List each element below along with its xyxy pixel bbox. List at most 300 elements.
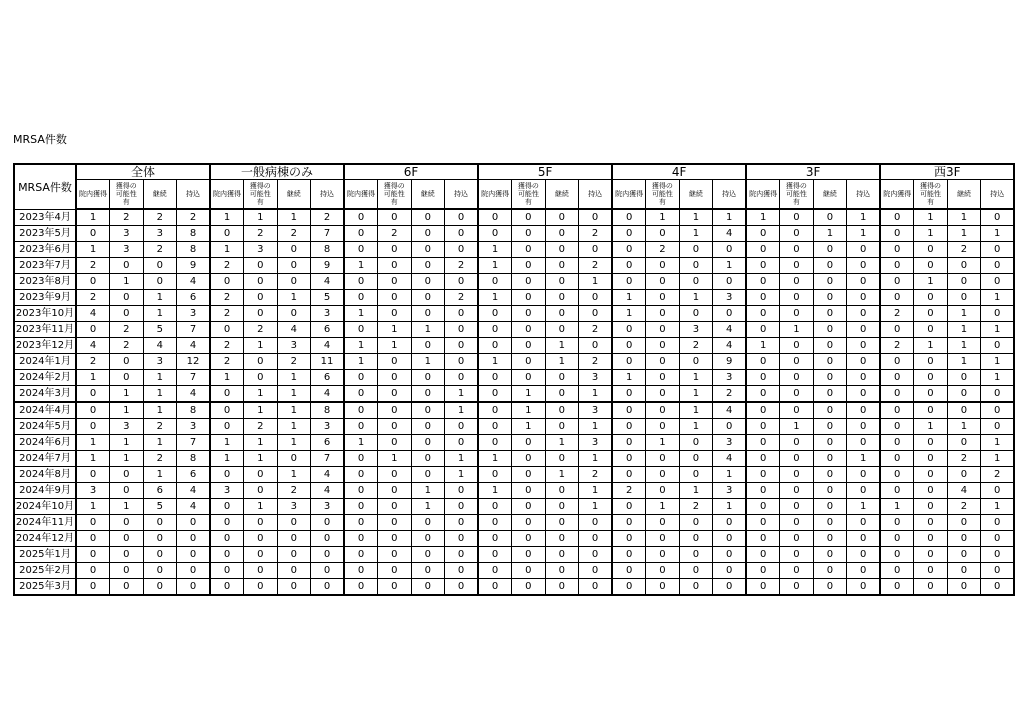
table-cell: 0: [143, 547, 177, 563]
table-cell: 0: [411, 402, 445, 419]
table-cell: 0: [76, 226, 110, 242]
table-cell: 0: [512, 354, 546, 370]
table-row: [14, 290, 1014, 306]
table-cell: 0: [612, 209, 646, 226]
table-cell: 1: [947, 338, 981, 354]
table-cell: 0: [277, 563, 311, 579]
table-cell: 0: [478, 547, 512, 563]
table-cell: 0: [411, 531, 445, 547]
table-cell: 0: [411, 370, 445, 386]
table-cell: 0: [914, 435, 948, 451]
table-cell: 0: [244, 274, 278, 290]
table-cell: 6: [311, 322, 345, 338]
table-row: [14, 451, 1014, 467]
table-cell: 0: [76, 274, 110, 290]
table-cell: 4: [76, 338, 110, 354]
table-cell: 1: [110, 274, 144, 290]
table-cell: 0: [378, 435, 412, 451]
table-row: [14, 419, 1014, 435]
table-cell: 0: [612, 547, 646, 563]
table-cell: 0: [76, 531, 110, 547]
table-cell: 0: [411, 419, 445, 435]
table-cell: 0: [478, 322, 512, 338]
table-cell: 1: [378, 338, 412, 354]
table-cell: 1: [579, 419, 613, 435]
table-cell: 0: [210, 515, 244, 531]
table-cell: 0: [344, 451, 378, 467]
table-cell: 2: [880, 338, 914, 354]
table-cell: 0: [76, 467, 110, 483]
table-cell: 1: [210, 370, 244, 386]
table-cell: 0: [847, 531, 881, 547]
table-cell: 0: [210, 531, 244, 547]
table-cell: 0: [847, 338, 881, 354]
table-cell: 4: [311, 467, 345, 483]
table-row: [14, 242, 1014, 258]
table-cell: 0: [780, 338, 814, 354]
table-cell: 2: [143, 209, 177, 226]
table-cell: 1: [813, 226, 847, 242]
table-cell: 0: [813, 579, 847, 596]
table-cell: 0: [244, 547, 278, 563]
column-header: 持込: [311, 180, 345, 210]
table-cell: 0: [880, 563, 914, 579]
table-cell: 0: [445, 274, 479, 290]
table-cell: 1: [277, 290, 311, 306]
table-cell: 0: [512, 499, 546, 515]
table-cell: 0: [478, 467, 512, 483]
table-cell: 0: [512, 563, 546, 579]
table-cell: 0: [478, 435, 512, 451]
table-cell: 0: [478, 386, 512, 403]
table-cell: 0: [780, 306, 814, 322]
table-cell: 0: [746, 242, 780, 258]
table-cell: 0: [545, 531, 579, 547]
table-cell: 1: [512, 386, 546, 403]
table-cell: 9: [177, 258, 211, 274]
table-cell: 1: [244, 402, 278, 419]
table-cell: 0: [512, 531, 546, 547]
table-cell: 0: [512, 483, 546, 499]
table-cell: 0: [512, 451, 546, 467]
table-cell: 1: [244, 386, 278, 403]
table-cell: 0: [679, 451, 713, 467]
table-body: [14, 209, 1014, 595]
table-cell: 0: [746, 531, 780, 547]
table-cell: 2: [110, 209, 144, 226]
table-cell: 0: [880, 515, 914, 531]
table-cell: 0: [579, 547, 613, 563]
table-row: [14, 338, 1014, 354]
table-cell: 0: [880, 386, 914, 403]
table-cell: 0: [445, 563, 479, 579]
table-cell: 0: [713, 563, 747, 579]
table-cell: 0: [713, 579, 747, 596]
table-row: [14, 226, 1014, 242]
column-header: 継続: [679, 180, 713, 210]
month-cell: 2023年8月: [14, 274, 76, 290]
table-cell: 1: [210, 451, 244, 467]
table-cell: 0: [646, 515, 680, 531]
table-cell: 1: [210, 242, 244, 258]
table-cell: 0: [880, 402, 914, 419]
table-cell: 0: [947, 563, 981, 579]
table-cell: 0: [344, 547, 378, 563]
table-cell: 0: [914, 483, 948, 499]
table-cell: 0: [914, 370, 948, 386]
table-cell: 0: [378, 370, 412, 386]
table-cell: 0: [646, 547, 680, 563]
table-cell: 0: [981, 483, 1015, 499]
table-cell: 0: [813, 209, 847, 226]
table-cell: 0: [545, 402, 579, 419]
table-cell: 0: [445, 531, 479, 547]
table-cell: 0: [646, 419, 680, 435]
table-cell: 1: [478, 451, 512, 467]
table-cell: 0: [244, 354, 278, 370]
table-row: [14, 499, 1014, 515]
table-cell: 0: [947, 402, 981, 419]
table-cell: 0: [411, 290, 445, 306]
table-cell: 0: [445, 499, 479, 515]
table-cell: 0: [880, 531, 914, 547]
table-cell: 0: [780, 274, 814, 290]
table-cell: 0: [914, 386, 948, 403]
column-header: 院内獲得: [344, 180, 378, 210]
table-cell: 0: [344, 579, 378, 596]
table-cell: 0: [545, 563, 579, 579]
table-cell: 0: [947, 467, 981, 483]
table-cell: 1: [244, 338, 278, 354]
table-cell: 0: [679, 579, 713, 596]
table-cell: 0: [612, 419, 646, 435]
month-cell: 2023年12月: [14, 338, 76, 354]
table-cell: 3: [579, 435, 613, 451]
table-cell: 0: [76, 563, 110, 579]
table-cell: 0: [411, 209, 445, 226]
table-cell: 0: [244, 306, 278, 322]
table-cell: 0: [311, 579, 345, 596]
table-cell: 5: [311, 290, 345, 306]
table-cell: 2: [947, 242, 981, 258]
table-cell: 0: [445, 435, 479, 451]
table-cell: 1: [947, 226, 981, 242]
table-cell: 0: [813, 402, 847, 419]
table-cell: 0: [311, 515, 345, 531]
table-cell: 0: [478, 531, 512, 547]
table-cell: 1: [244, 435, 278, 451]
table-cell: 0: [646, 563, 680, 579]
table-cell: 3: [713, 290, 747, 306]
table-cell: 7: [311, 451, 345, 467]
table-cell: 0: [981, 209, 1015, 226]
table-cell: 0: [378, 547, 412, 563]
table-cell: 0: [545, 306, 579, 322]
table-cell: 4: [713, 338, 747, 354]
table-cell: 0: [411, 467, 445, 483]
table-cell: 0: [545, 209, 579, 226]
table-cell: 0: [679, 274, 713, 290]
table-cell: 0: [880, 226, 914, 242]
table-cell: 3: [679, 322, 713, 338]
table-cell: 0: [981, 579, 1015, 596]
table-cell: 0: [612, 563, 646, 579]
table-cell: 0: [679, 354, 713, 370]
table-cell: 0: [378, 467, 412, 483]
table-cell: 0: [344, 209, 378, 226]
table-cell: 0: [612, 322, 646, 338]
table-cell: 0: [646, 306, 680, 322]
table-cell: 0: [277, 531, 311, 547]
table-cell: 0: [311, 531, 345, 547]
table-cell: 0: [780, 515, 814, 531]
table-cell: 1: [914, 419, 948, 435]
table-cell: 0: [445, 354, 479, 370]
table-cell: 0: [947, 274, 981, 290]
table-cell: 0: [981, 242, 1015, 258]
group-header: 4F: [612, 164, 746, 180]
table-cell: 0: [110, 547, 144, 563]
table-cell: 0: [512, 515, 546, 531]
table-cell: 2: [244, 226, 278, 242]
table-cell: 0: [914, 547, 948, 563]
table-cell: 0: [545, 226, 579, 242]
table-cell: 0: [110, 467, 144, 483]
column-header: 院内獲得: [612, 180, 646, 210]
table-cell: 0: [847, 354, 881, 370]
table-cell: 0: [311, 547, 345, 563]
table-cell: 0: [880, 419, 914, 435]
table-cell: 0: [244, 483, 278, 499]
table-cell: 2: [579, 226, 613, 242]
table-cell: 0: [780, 370, 814, 386]
table-cell: 0: [981, 547, 1015, 563]
table-cell: 0: [981, 402, 1015, 419]
table-cell: 0: [411, 579, 445, 596]
table-cell: 1: [344, 258, 378, 274]
table-cell: 7: [177, 322, 211, 338]
table-cell: 0: [780, 258, 814, 274]
table-cell: 1: [478, 242, 512, 258]
month-cell: 2024年12月: [14, 531, 76, 547]
table-cell: 0: [210, 547, 244, 563]
table-cell: 0: [579, 579, 613, 596]
table-cell: 0: [277, 258, 311, 274]
table-cell: 0: [646, 467, 680, 483]
table-cell: 0: [813, 547, 847, 563]
table-cell: 1: [378, 322, 412, 338]
table-row: [14, 354, 1014, 370]
table-cell: 0: [512, 226, 546, 242]
table-cell: 0: [143, 531, 177, 547]
table-cell: 0: [512, 322, 546, 338]
table-cell: 0: [813, 435, 847, 451]
table-cell: 0: [545, 370, 579, 386]
table-cell: 0: [746, 563, 780, 579]
table-cell: 1: [679, 386, 713, 403]
table-cell: 0: [378, 563, 412, 579]
column-header: 継続: [277, 180, 311, 210]
table-cell: 0: [344, 419, 378, 435]
table-cell: 0: [579, 209, 613, 226]
table-cell: 1: [713, 209, 747, 226]
table-cell: 0: [143, 258, 177, 274]
table-cell: 0: [847, 402, 881, 419]
table-cell: 0: [612, 274, 646, 290]
table-cell: 0: [378, 209, 412, 226]
table-cell: 0: [110, 531, 144, 547]
table-cell: 1: [981, 499, 1015, 515]
table-cell: 0: [746, 274, 780, 290]
table-cell: 0: [780, 547, 814, 563]
table-cell: 0: [880, 370, 914, 386]
table-cell: 1: [277, 370, 311, 386]
table-cell: 4: [177, 338, 211, 354]
column-header: 持込: [847, 180, 881, 210]
table-cell: 0: [746, 547, 780, 563]
table-cell: 2: [679, 338, 713, 354]
table-cell: 0: [914, 258, 948, 274]
table-cell: 0: [947, 290, 981, 306]
table-cell: 0: [110, 306, 144, 322]
month-cell: 2025年2月: [14, 563, 76, 579]
table-cell: 0: [746, 226, 780, 242]
table-cell: 1: [143, 402, 177, 419]
table-cell: 0: [612, 386, 646, 403]
table-cell: 0: [277, 306, 311, 322]
table-cell: 4: [947, 483, 981, 499]
table-cell: 0: [679, 306, 713, 322]
table-cell: 0: [847, 467, 881, 483]
table-cell: 0: [110, 370, 144, 386]
table-cell: 0: [746, 499, 780, 515]
table-cell: 0: [813, 563, 847, 579]
table-cell: 0: [847, 322, 881, 338]
table-cell: 2: [244, 419, 278, 435]
month-cell: 2024年10月: [14, 499, 76, 515]
table-cell: 3: [311, 419, 345, 435]
month-cell: 2024年1月: [14, 354, 76, 370]
table-cell: 1: [579, 386, 613, 403]
table-cell: 0: [646, 386, 680, 403]
table-cell: 0: [244, 515, 278, 531]
table-cell: 7: [177, 435, 211, 451]
table-cell: 1: [914, 338, 948, 354]
table-cell: 0: [813, 338, 847, 354]
table-cell: 0: [378, 419, 412, 435]
table-cell: 0: [244, 531, 278, 547]
table-cell: 0: [76, 547, 110, 563]
table-cell: 1: [110, 402, 144, 419]
table-cell: 0: [411, 451, 445, 467]
table-cell: 0: [545, 242, 579, 258]
table-cell: 1: [612, 290, 646, 306]
table-cell: 2: [277, 483, 311, 499]
table-cell: 0: [445, 419, 479, 435]
table-cell: 0: [478, 370, 512, 386]
table-row: [14, 531, 1014, 547]
table-cell: 0: [914, 402, 948, 419]
table-cell: 0: [612, 258, 646, 274]
table-cell: 0: [746, 579, 780, 596]
table-cell: 0: [478, 515, 512, 531]
table-cell: 0: [914, 531, 948, 547]
table-cell: 0: [914, 354, 948, 370]
table-cell: 4: [143, 338, 177, 354]
column-header: 継続: [545, 180, 579, 210]
table-cell: 4: [177, 386, 211, 403]
table-cell: 2: [445, 290, 479, 306]
table-cell: 0: [780, 451, 814, 467]
table-row: [14, 402, 1014, 419]
table-cell: 0: [344, 483, 378, 499]
table-cell: 0: [880, 354, 914, 370]
table-cell: 0: [478, 402, 512, 419]
table-cell: 1: [981, 451, 1015, 467]
table-cell: 0: [277, 547, 311, 563]
table-cell: 3: [143, 354, 177, 370]
table-cell: 2: [76, 258, 110, 274]
table-cell: 0: [981, 306, 1015, 322]
table-cell: 2: [76, 354, 110, 370]
table-cell: 0: [679, 515, 713, 531]
table-cell: 0: [646, 226, 680, 242]
table-cell: 4: [713, 226, 747, 242]
table-cell: 1: [110, 386, 144, 403]
table-cell: 1: [445, 402, 479, 419]
table-cell: 0: [746, 402, 780, 419]
table-cell: 2: [947, 499, 981, 515]
table-cell: 0: [344, 322, 378, 338]
table-cell: 1: [679, 419, 713, 435]
table-cell: 2: [210, 354, 244, 370]
table-cell: 0: [311, 563, 345, 579]
table-cell: 2: [110, 338, 144, 354]
table-cell: 2: [880, 306, 914, 322]
table-cell: 0: [914, 242, 948, 258]
table-cell: 0: [646, 370, 680, 386]
table-cell: 3: [579, 402, 613, 419]
table-cell: 12: [177, 354, 211, 370]
table-cell: 11: [311, 354, 345, 370]
table-cell: 0: [947, 531, 981, 547]
table-cell: 0: [646, 258, 680, 274]
table-cell: 0: [445, 370, 479, 386]
table-cell: 0: [646, 338, 680, 354]
table-cell: 2: [579, 354, 613, 370]
table-cell: 0: [143, 274, 177, 290]
table-cell: 0: [847, 370, 881, 386]
table-cell: 0: [76, 515, 110, 531]
month-cell: 2023年4月: [14, 209, 76, 226]
table-cell: 0: [445, 338, 479, 354]
table-cell: 0: [210, 419, 244, 435]
table-cell: 0: [780, 531, 814, 547]
table-cell: 0: [512, 274, 546, 290]
table-cell: 0: [914, 579, 948, 596]
table-cell: 1: [277, 402, 311, 419]
table-cell: 0: [445, 226, 479, 242]
document-title: MRSA件数: [13, 133, 67, 146]
table-cell: 0: [847, 419, 881, 435]
table-cell: 0: [378, 402, 412, 419]
table-cell: 1: [143, 435, 177, 451]
table-cell: 0: [579, 531, 613, 547]
table-cell: 0: [277, 274, 311, 290]
table-cell: 0: [210, 322, 244, 338]
table-cell: 0: [780, 290, 814, 306]
table-cell: 3: [311, 499, 345, 515]
